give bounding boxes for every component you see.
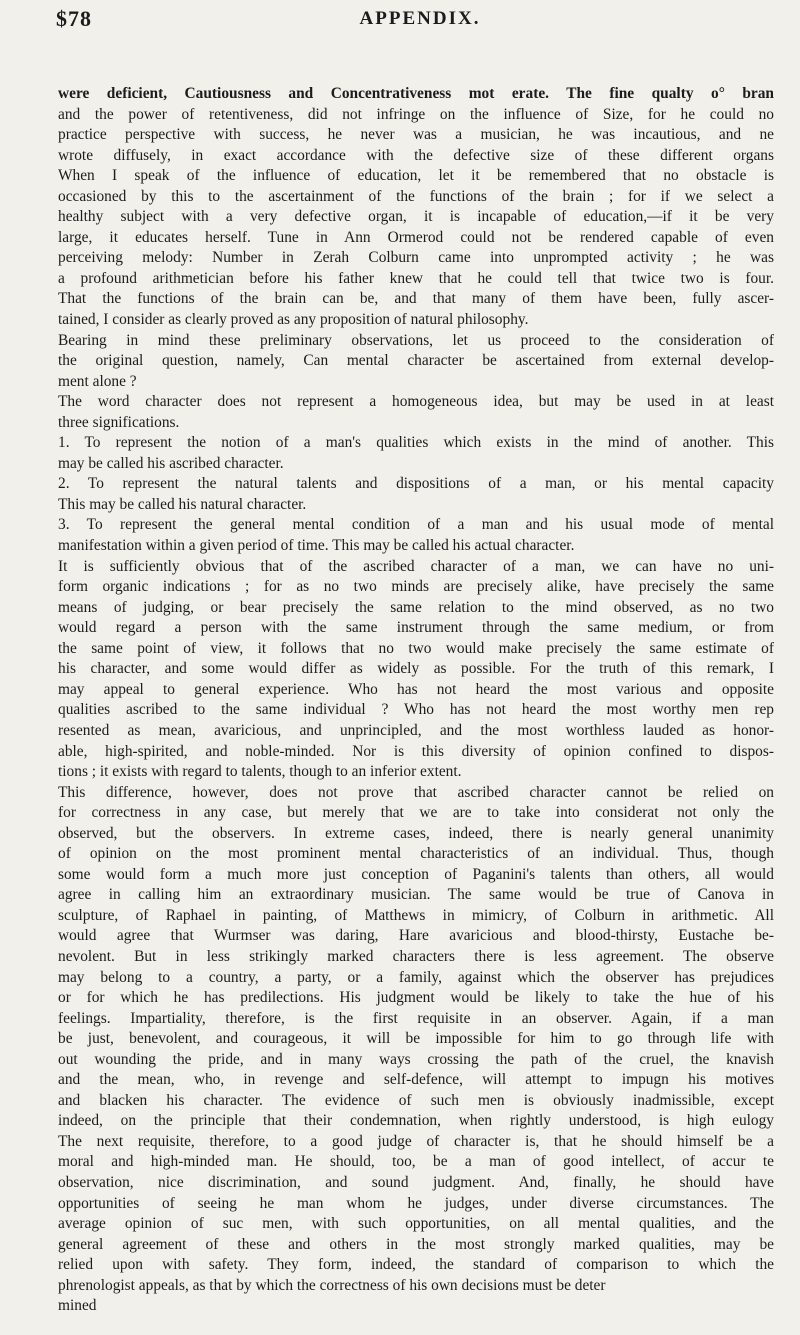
text-line: It is sufficiently obvious that of the ascribed character of a man, we can have no uni-	[58, 557, 774, 575]
text-line: and the mean, who, in revenge and self-defence, will attempt to impugn his motives	[58, 1071, 774, 1089]
text-line: of opinion on the most prominent mental characteristics of an individual. Thus, though	[58, 845, 774, 863]
text-line: ment alone ?	[58, 372, 137, 390]
text-line: 2. To represent the natural talents and dispositions of a man, or his mental capacity	[58, 475, 774, 493]
text-line: be just, benevolent, and courageous, it will be impossible for him to go through life with	[58, 1030, 774, 1048]
text-line: Bearing in mind these preliminary observations, let us proceed to the consideration of	[58, 331, 774, 349]
text-line: for correctness in any case, but merely that we are to take into considerat not only the	[58, 804, 774, 822]
text-line: When I speak of the influence of education, let it be remembered that no obstacle is	[58, 167, 774, 185]
text-line: moral and high-minded man. He should, too, be a man of good intellect, of accur te	[58, 1153, 774, 1171]
page-number: $78	[56, 6, 92, 31]
text-line: the original question, namely, Can mental character be ascertained from external develop-	[58, 352, 774, 370]
text-line: may be called his ascribed character.	[58, 454, 284, 472]
text-line: his character, and some would differ as widely as possible. For the truth of this remark, I	[58, 660, 774, 678]
text-line: or for which he has predilections. His judgment would be likely to take the hue of his	[58, 989, 774, 1007]
text-line: the same point of view, it follows that no two would make precisely the same estimate of	[58, 639, 774, 657]
text-line: able, high-spirited, and noble-minded. Nor is this diversity of opinion confined to dispos-	[58, 742, 774, 760]
page-header	[0, 6, 800, 32]
text-line: observed, but the observers. In extreme cases, indeed, there is nearly general unanimity	[58, 824, 774, 842]
text-line: indeed, on the principle that their condemnation, when rightly understood, is high eulogy	[58, 1112, 774, 1130]
text-line: three significations.	[58, 413, 180, 431]
text-line: wrote diffusely, in exact accordance with the defective size of these different organs	[58, 146, 774, 164]
text-line: healthy subject with a very defective organ, it is incapable of education,—if it be very	[58, 208, 774, 226]
text-line: This may be called his natural character.	[58, 495, 307, 513]
text-line: some would form a much more just conception of Paganini's talents than others, all would	[58, 865, 774, 883]
text-line: practice perspective with success, he never was a musician, he was incautious, and ne	[58, 126, 774, 144]
text-line: large, it educates herself. Tune in Ann Ormerod could not be rendered capable of even	[58, 228, 774, 246]
text-line: opportunities of seeing he man whom he judges, under diverse circumstances. The	[58, 1194, 774, 1212]
text-line: and blacken his character. The evidence of such men is obviously inadmissible, except	[58, 1091, 774, 1109]
body-text	[58, 84, 774, 1317]
text-line: nevolent. But in less strikingly marked characters there is less agreement. The observe	[58, 947, 774, 965]
text-line: 3. To represent the general mental condition of a man and his usual mode of mental	[58, 516, 774, 534]
text-line: a profound arithmetician before his father knew that he could tell that twice two is four.	[58, 269, 774, 287]
text-line: qualities ascribed to the same individual ? Who has not heard the most worthy men rep	[58, 701, 774, 719]
text-line: means of judging, or bear precisely the same relation to the mind observed, as no two	[58, 598, 774, 616]
text-line: phrenologist appeals, as that by which the correctness of his own decisions must be deter	[58, 1276, 606, 1294]
text-line: tions ; it exists with regard to talents, though to an inferior extent.	[58, 763, 462, 781]
text-line: average opinion of suc men, with such opportunities, on all mental qualities, and the	[58, 1215, 774, 1233]
text-line: This difference, however, does not prove that ascribed character cannot be relied on	[58, 783, 774, 801]
text-line: manifestation within a given period of time. This may be called his actual character.	[58, 537, 575, 555]
text-line: general agreement of these and others in the most strongly marked qualities, may be	[58, 1235, 774, 1253]
text-line: would regard a person with the same instrument through the same medium, or from	[58, 619, 774, 637]
text-line: mined	[58, 1297, 97, 1315]
text-line: and the power of retentiveness, did not infringe on the influence of Size, for he could no	[58, 105, 774, 123]
text-line: feelings. Impartiality, therefore, is the first requisite in an observer. Again, if a man	[58, 1009, 774, 1027]
text-line: perceiving melody: Number in Zerah Colburn came into unprompted activity ; he was	[58, 249, 774, 267]
text-line: agree in calling him an extraordinary musician. The same would be true of Canova in	[58, 886, 774, 904]
text-line: resented as mean, avaricious, and unprincipled, and the most worthless lauded as honor-	[58, 721, 774, 739]
text-line: out wounding the pride, and in many ways crossing the path of the cruel, the knavish	[58, 1050, 774, 1068]
text-line: 1. To represent the notion of a man's qualities which exists in the mind of another. This	[58, 434, 774, 452]
text-line: That the functions of the brain can be, and that many of them have been, fully ascer-	[58, 290, 774, 308]
text-line: The word character does not represent a homogeneous idea, but may be used in at least	[58, 393, 774, 411]
text-line: The next requisite, therefore, to a good judge of character is, that he should himself be a	[58, 1132, 774, 1150]
text-line: form organic indications ; for as no two minds are precisely alike, have precisely the same	[58, 578, 774, 596]
text-line: observation, nice discrimination, and sound judgment. And, finally, he should have	[58, 1173, 774, 1191]
text-line: were deficient, Cautiousness and Concentrativeness mot erate. The fine qualty o° bran	[58, 85, 774, 102]
text-line: tained, I consider as clearly proved as any proposition of natural philosophy.	[58, 311, 529, 329]
running-head: APPENDIX.	[359, 8, 481, 29]
text-line: may appeal to general experience. Who has not heard the most various and opposite	[58, 680, 774, 698]
text-line: may belong to a country, a party, or a family, against which the observer has prejudices	[58, 968, 774, 986]
text-line: relied upon with safety. They form, indeed, the standard of comparison to which the	[58, 1256, 774, 1274]
text-line: occasioned by this to the ascertainment of the functions of the brain ; for if we select a	[58, 187, 774, 205]
text-line: sculpture, of Raphael in painting, of Matthews in mimicry, of Colburn in arithmetic. All	[58, 906, 774, 924]
text-line: would agree that Wurmser was daring, Hare avaricious and blood-thirsty, Eustache be-	[58, 927, 774, 945]
